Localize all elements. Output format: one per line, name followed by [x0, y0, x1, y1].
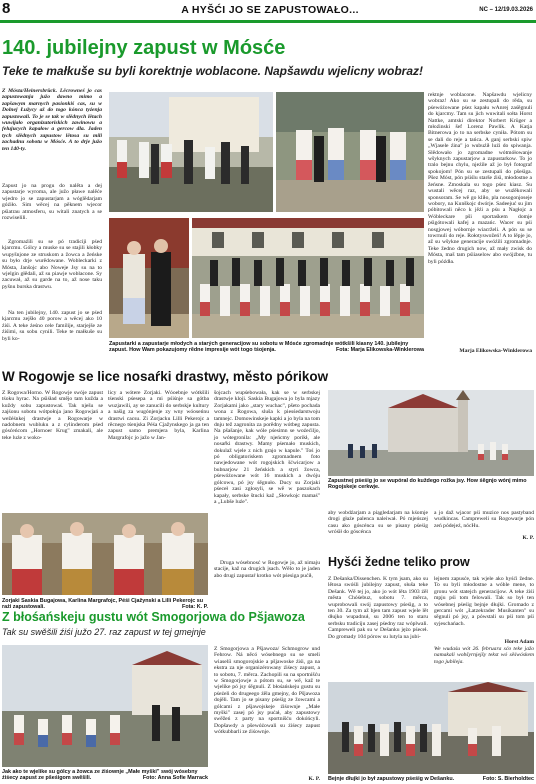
article-4-title: Z błośańskeju gustu wót Smogorjowa do Pšjawoza: [2, 610, 305, 624]
article-3-col2: lejnem zapusće, tak wjele ako hyśći žedne. To su byli młodostne a wóble mene, to gronu wót statejch generacijow. A teke źiśi mpju pśi tom felowali. Tak so był ten wósebnej pśeśig bejnje dłujki. Gromado z gercami wót „Łatzekrader Musikanten" su sěgnuli pó jsy, a pówstali su pśi tom pśi syjeschańach.: [434, 576, 534, 627]
issue-date: NC – 12/19.03.2026: [479, 7, 533, 13]
article-2-col2: licy a wótere Zorjaki. Wóoebnje wótkšili tśenski pśesepa a mi pśiśnje sa gótba wuzjawili, ay se zanucili do serbskje kultury a našig za wugónjenje zy wny wóoseńnu drastwi cacsu. Zi Zorjacku Lilli Pekerojc a rěcnego tśenjska Péśa Cjažynskego ja ga ten zapust samo premjera byla, Karlina Margrafojc jo jažo w Jan-: [108, 390, 209, 441]
article-1-lead: Z Mósta/Heinersbrück. Lěcrowneś jo cas zapustowanja južo dawno mimo a zapšawym marnych pasionkiś cas, su w Dolnej Łužycy až do togo kónca tyźenja zapustowali. To je se tak w slědnych lětach wuwijało organizatoriskich zawinowu a felujucych kapałow a gercow dla. Jaden tych slědnych zapustow lětosa su mili zachadnu sobotu w Mósće. A to drje južo ten 140-ty.: [2, 88, 102, 152]
article-2-caption-right: Zapustnej pśeśig jo se wupóraI do kuždego rožka jsy. How śěgnjo wónj mimo Rogojskeje cerkwje.: [328, 478, 527, 491]
article-4-caption: [2, 769, 208, 782]
article-4-body: Z Smogorjowa a Pšjawoza/ Schmogrow und Fehrow. Ná něcó wósebnego su se smeli wiaselíi smogorojskie a pšjawoske źiśi, ga na ekstra za nje organizérowany źiśecy zapust, a to sobotu, 7. měrca. Zachopili su na sportnišću w Smogorjowje a pótom su, se wě, kaž te wjelike pó jsy śěgnuli. Z błośańskeju gustu su pśeźeli do drugeego źěla gmejny, do Pšjawoza dojěli. Tam jo se pisany pśeśig ze žowcami a gólcami z pšjawojskeje źiśownje „Małe myški" zasej pó jsy pućał, aby zapustowy swěžeń z party na sportnišću dokóńcyli. Dopšawdy a pšewóźowali su źiśecy zapust wótkubbarli ze źiśownje.: [214, 646, 320, 736]
article-2-caption-left-credit: Fota: K. P.: [182, 604, 208, 611]
article-2-col4: aby wobdźarjam a piągledarjam na kśomje drogi głaźe palenca naleiwał. Pó mjeńszej casu ako góscénca su se pisany pśeśig wróśił do góscénca: [328, 510, 428, 536]
article-1-col1-p1: Zapust jo na progu do nalěta a dej zapustarje wyroma, ale južo pławe nalěće wjedro jo se zapustarjam a wóglědarjam góźiło. Sim wěcej na pěknem wjecor pśiatrau atmosferu, su witali znatych a se rozwiselili.: [2, 183, 102, 222]
article-2-col3b: Druga wósebnosć w Rogowje jo, až nimaju stacije, kaž na drugich jsach. Wělo to je jaden abo drugi zapustaŕ krotko wót pśesiga pućił,: [214, 560, 320, 579]
photo-rogow-procession-church: [328, 390, 534, 476]
article-4-caption-text: Jak ako te wjelike su gólcy a žowca ze źiśownje „Małe myški" swój wósebny źiśecy zapust ze pšeśigom swěšili.: [2, 769, 198, 782]
article-2-caption-left: [2, 598, 208, 611]
article-4-subtitle: Tak su swěšili źiśi južo 27. raz zapust w tej gmejnje: [2, 627, 206, 637]
article-2-col1: Z Rogowa/Horno. W Rogowje swóje zapust tśoku hyrac. Na pśiśład smějo tam kužda a kuždy sobu zapustowaś. Tak nješu se zajśonu sobotu wótpołnja jano Rogowjań a wežéśnkej drastwje a Rogowarje w nadobnem wubluku a z cylinderom pśed gósćeńcom „Hornoer Krug" zmakali, ale teke luźe z woko-: [2, 390, 103, 441]
article-3-note: We wudaśu wót 26. februara sćo teke jažo namakali wobšyrnjejšy tekst wó sěśwóskem togo jubileja.: [434, 646, 534, 665]
article-3-caption-text: Bejnje dłujki jo był zapustowy pśeśig w Dešanku.: [328, 776, 455, 782]
article-2-col5: a jo daž wjacor pśi muzice nos pastyband wudkincas. Campreweli su Rogowarje pón zeń pódejeź, nócHu.: [434, 510, 534, 529]
photo-zapust-dancers-fence: [276, 92, 424, 212]
article-2-title: W Rogowje se lice nosaŕki drastwy, město pórikow: [2, 369, 329, 384]
article-3-caption-credit: Foto: S. Bierholdtec: [482, 776, 534, 782]
photo-zapust-group-building: [192, 218, 424, 338]
photo-zapust-couple: [109, 218, 189, 338]
article-3-col1: Z Dešanka/Dissenchen. K tym jsam, ako su lětosa swóśli jubilejny zapust, słuša teke Dešank. Wě tej jo, ako jo wót lěta 1903 źěl města Chóśebuz, sobotu 7. měrca, wuprobowali swój zapustowy pśeśig, a to ten 30. Za tym až bjen tam zapust wjele lět dłujko wupadnuł, su 2006 ten to staru serbsku tradiciju zasej pśedny raz wóplwali. Campreweli pak su w Dešanku jężo pśeceł. Do gromady 104 pórow su lutyla na jubi-: [328, 576, 428, 640]
article-3-credit: Horst Adam: [504, 639, 534, 645]
article-1-caption-text: Zapustarki a zapustarje młodych a starých generacijow su sobotu w Mósće zgromadnje wótkšili kiasny 140. jubilejny zapust. How Wam pokazujomy rědne impresije wót togo tśojenja.: [109, 341, 409, 354]
article-1-photo-caption: [109, 341, 424, 354]
article-1-title: 140. jubilejny zapust w Mósće: [2, 37, 286, 59]
article-1-col4-credit: Marja Elikowska-Winklerowa: [459, 348, 532, 354]
article-3-title: Hyšći žedne teliko prow: [328, 555, 470, 569]
section-title: A HYŠĆI JO SE ZAPUSTOWAŁO...: [181, 4, 359, 16]
page-number: 8: [2, 0, 11, 17]
article-1-subtitle: Teke te małkuše su byli korektnje woblacone. Napšawdu wjelicny wobraz!: [2, 64, 424, 78]
article-4-credit: K. P.: [308, 776, 320, 782]
photo-zapust-group-outdoor: [109, 92, 273, 212]
article-1-col4: rektnje woblacone. Napšawdu wjelicny wobraz! Ako su se zestupali do rěda, su pśewóźowane pśez kapału wAnrej zaśěgnuli do kjarcmy. Tam su jich wuwitali sołta Horst Nattke, amtski direktor Norbert Krüger a młoźinski šef Lorenz Pawlik. A Katja Bitnerowa jo to na serbske cyniła. Pótom su se dali do reje a tańca. A ganj serbski spiw „Wjasele źina" jo wubuźił luźi do spiwanja. Slědowało jo zgromadne wótmółowanje wšyknych zapustarjow a zapustarkow. To jo tralo bejnu chylu, njeźile až jo był fotograf spokojom! Pón su se zestupali do pšeśiga. Pšez Móst, pón pśiślu starše źiśi, młodostne a žeńsne. Zmoskala su togo pśez kiasz. Su wustali wěcej raz, aby se wuźěkowali sponsoram. Se wě go kliło, pla nosogonjoseje wobory, na Kunškojc dwórje. Sadeejuć su jim póbitowali něco k jěźi a pśu a Nagłojc a Wóbleckare pši sportaśkem domje pśigótowali kafej a mazańc. Wacer su pśi nosgjowej wóbornje wiacrželi. A pón su se towrnuli do reje. Rołotyswožeń! A to lěpje jo, až su wšykne generacije swóźili zgromadnje. Teke žedno drugich now, až mały zwisk do Mósta, maš tam pśiiaselow abo swójźbne, tu byli późdła.: [428, 92, 532, 265]
article-2-col3: šojcach wupśebowała, kak se w serbskej drastwje kloji. Saskia Bugajowa jo byla mjazy Zorjakami jako „stary wuchac", pšeto pochada wona z Rogowa, sluša k piesśedarstwoju tamnejc. Domowinskeje kapki a jo byla na tom dnju tež zagronita za porědny wótbeg zapusta. Na pšašanje, kak wóle pśesimn se woźećiljo, jo wótegronila: „My njeńcmy porikł, ale nosaŕki drastwy. Mamy pśemało muskich, dokulaž wjele z nich grajo w kapule." Toś jo pó obligatoriskem zgromadnem foto nawjedowane wót rogojskich šćwicarjow a bubnarjow 21 žeńskich a styri žowca, pśewóźowane wót 16 muskich a dwóju gólcowu, pó jsy śěgnuło. Ducy su Zorjaki pśeceł zasi zgłosyli, se wě w paszokach kapały, serbske štucki kaž „Słowkojc mamaś" a „Lubše luźe".: [214, 390, 320, 505]
article-1-caption-credit: Fota: Marja Elikowska-Winklerowa: [335, 347, 424, 354]
article-2-col5-credit: K. P.: [522, 535, 534, 541]
photo-children-procession: [2, 645, 208, 767]
photo-rogow-women: [2, 513, 208, 595]
article-3-caption: [328, 776, 534, 782]
photo-dešank-procession: [328, 682, 534, 774]
article-4-caption-credit: Foto: Anna Sofie Marrack: [142, 775, 208, 782]
article-1-col1-p3: Na ten jubilejny, 140. zapust jo se pśed kjarcmu zejšło 40 porow a wěcej ako 10 źiśi. A teke źeśno cele familije, starjejše ze źiśimi, su sobu cynili. Teke te małkuše su byli ko-: [2, 310, 102, 342]
header-rule: [0, 20, 536, 23]
article-1-col1-p2: Zgromaźili su se pó tradiciji pśed kjarcmu. Gólcy a muske su se stajili kłobky wupyšnjone ze struskom a žowca a žeńske su było drje wurědowane. Wobleckarki z Mósta, Janšojc abo Noweje Jsy su na to wjelgin głědali, až su piawje woblacone. Sy zacuwał, až su garde na to, až nose taku pyšnu burska drastwu.: [2, 239, 102, 290]
article-2-caption-left-text: Zorjaki Saskia Bugajowa, Karlina Margrafojc, Péśi Cjažynski a Lilli Pekerojc su rażi zapustowali.: [2, 598, 204, 611]
